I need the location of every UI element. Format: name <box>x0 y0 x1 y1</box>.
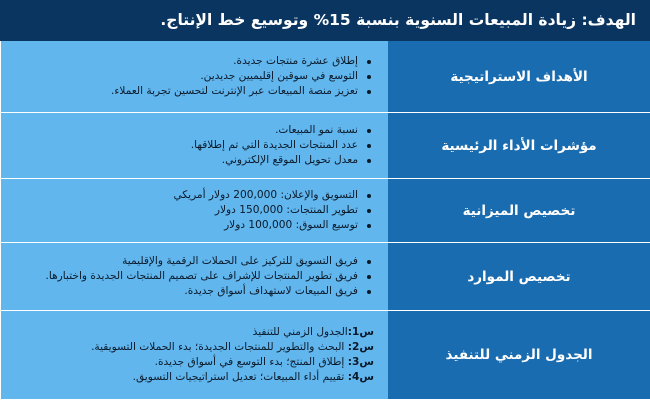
plan-table <box>0 41 650 400</box>
row-label-resources: تخصيص الموارد <box>388 243 650 311</box>
table-row-kpis <box>0 113 650 179</box>
timeline-item <box>91 370 374 385</box>
timeline-text: تقييم أداء المبيعات؛ تعديل استراتيجيات التسويق. <box>132 371 345 383</box>
quarter-label: س3: <box>347 356 374 368</box>
quarter-label: س4: <box>347 371 374 383</box>
row-label-kpis: مؤشرات الأداء الرئيسية <box>388 113 650 179</box>
row-label-budget: تخصيص الميزانية <box>388 179 650 243</box>
quarter-label: س2: <box>347 341 374 353</box>
list-item: فريق تطوير المنتجات للإشراف على تصميم المنتجات الجديدة واختبارها. <box>45 269 374 284</box>
title-text: الهدف: زيادة المبيعات السنوية بنسبة 15% وتوسيع خط الإنتاج. <box>160 11 636 29</box>
timeline-item <box>91 325 374 340</box>
list-item: فريق المبيعات لاستهداف أسواق جديدة. <box>45 284 374 299</box>
timeline-text: إطلاق المنتج؛ بدء التوسع في أسواق جديدة. <box>154 356 345 368</box>
table-row-resources <box>0 243 650 311</box>
table-row-budget <box>0 179 650 243</box>
list-item: التسويق والإعلان: 200,000 دولار أمريكي <box>173 188 374 203</box>
bullet-list <box>111 54 374 99</box>
row-content-kpis <box>0 113 388 179</box>
quarter-label: س1: <box>347 326 374 338</box>
list-item: التوسع في سوقين إقليميين جديدين. <box>111 69 374 84</box>
table-row-strategic-goals <box>0 41 650 113</box>
list-item: فريق التسويق للتركيز على الحملات الرقمية والإقليمية <box>45 254 374 269</box>
row-content-strategic-goals <box>0 41 388 113</box>
timeline-text: الجدول الزمني للتنفيذ <box>252 326 348 338</box>
list-item: توسيع السوق: 100,000 دولار <box>173 218 374 233</box>
row-content-timeline <box>0 311 388 400</box>
list-item: تطوير المنتجات: 150,000 دولار <box>173 203 374 218</box>
list-item: إطلاق عشرة منتجات جديدة. <box>111 54 374 69</box>
row-label-strategic-goals: الأهداف الاستراتيجية <box>388 41 650 113</box>
bullet-list <box>45 254 374 299</box>
timeline-item <box>91 355 374 370</box>
timeline-text: البحث والتطوير للمنتجات الجديدة؛ بدء الحملات التسويقية. <box>91 341 345 353</box>
row-label-timeline: الجدول الزمني للتنفيذ <box>388 311 650 400</box>
bullet-list <box>191 123 374 168</box>
row-content-budget <box>0 179 388 243</box>
row-content-resources <box>0 243 388 311</box>
page-title <box>0 0 650 41</box>
list-item: نسبة نمو المبيعات. <box>191 123 374 138</box>
bullet-list <box>173 188 374 233</box>
timeline-list <box>91 325 374 385</box>
timeline-item <box>91 340 374 355</box>
list-item: تعزيز منصة المبيعات عبر الإنترنت لتحسين تجربة العملاء. <box>111 84 374 99</box>
list-item: عدد المنتجات الجديدة التي تم إطلاقها. <box>191 138 374 153</box>
table-row-timeline <box>0 311 650 400</box>
list-item: معدل تحويل الموقع الإلكتروني. <box>191 153 374 168</box>
